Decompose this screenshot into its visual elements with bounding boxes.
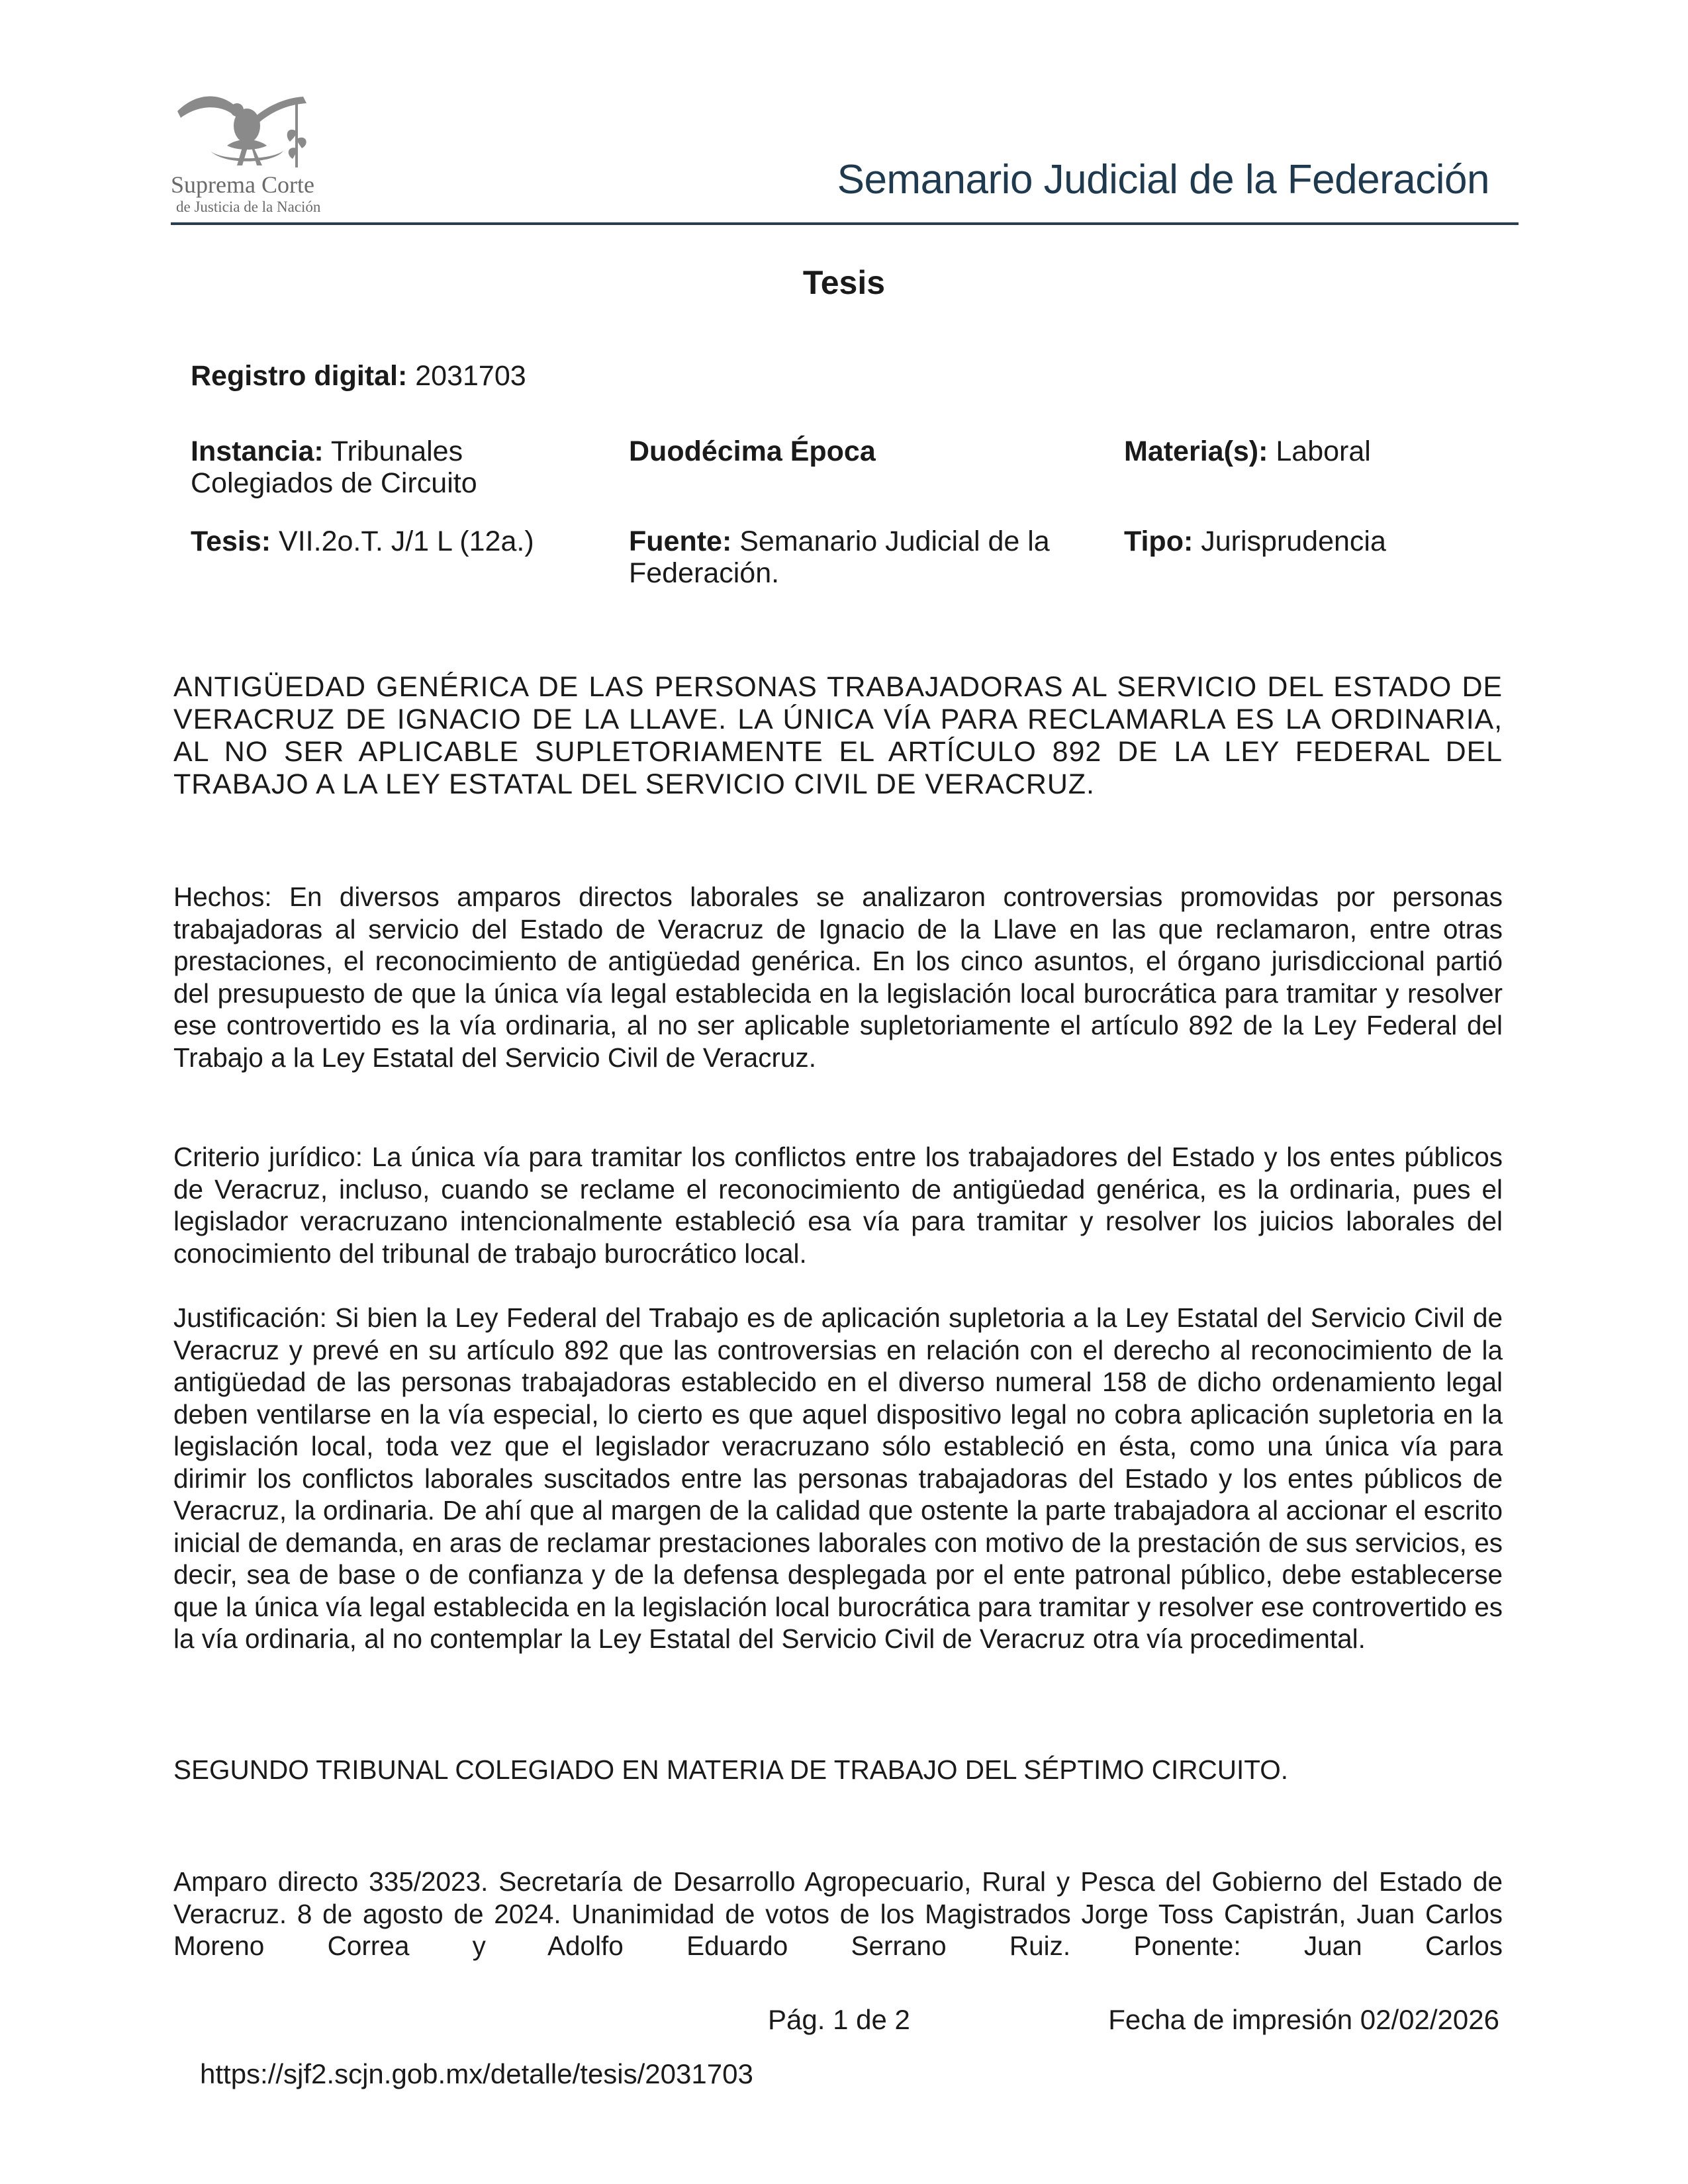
header-divider bbox=[171, 222, 1519, 225]
logo-text-suprema-corte: Suprema Corte bbox=[171, 171, 314, 198]
tesis-rubro: ANTIGÜEDAD GENÉRICA DE LAS PERSONAS TRABAJADORAS AL SERVICIO DEL ESTADO DE VERACRUZ DE IGNACIO DE LA LLAVE. LA ÚNICA VÍA PARA RECLAMARLA ES LA ORDINARIA, AL NO SER APLICABLE SUPLETORIAMENTE EL ARTÍCULO 892 DE LA LEY FEDERAL DEL TRABAJO A LA LEY ESTATAL DEL SERVICIO CIVIL DE VERACRUZ. bbox=[173, 671, 1503, 800]
instancia-value-line1: Tribunales bbox=[330, 435, 463, 467]
tipo-field bbox=[1124, 525, 1386, 557]
registro-value: 2031703 bbox=[415, 360, 526, 392]
paragraph-hechos: Hechos: En diversos amparos directos laborales se analizaron controversias promovidas por personas trabajadoras al servicio del Estado de Veracruz de Ignacio de la Llave en las que reclamaron, entre otras prestaciones, el reconocimiento de antigüedad genérica. En los cinco asuntos, el órgano jurisdiccional partió del presupuesto de que la única vía legal establecida en la legislación local burocrática para tramitar y resolver ese controvertido es la vía ordinaria, al no ser aplicable supletoriamente el artículo 892 de la Ley Federal del Trabajo a la Ley Estatal del Servicio Civil de Veracruz. bbox=[173, 882, 1503, 1073]
registro-label: Registro digital: bbox=[191, 360, 408, 392]
paragraph-criterio: Criterio jurídico: La única vía para tramitar los conflictos entre los trabajadores del Estado y los entes públicos de Veracruz, incluso, cuando se reclame el reconocimiento de antigüedad genérica, es la ordinaria, pues el legislador veracruzano intencionalmente estableció esa vía para tramitar y resolver los juicios laborales del conocimiento del tribunal de trabajo burocrático local. bbox=[173, 1142, 1503, 1269]
publication-title: Semanario Judicial de la Federación bbox=[837, 157, 1489, 203]
fuente-value-line1: Semanario Judicial de la bbox=[739, 525, 1050, 557]
materia-value: Laboral bbox=[1276, 435, 1371, 467]
instancia-label: Instancia: bbox=[191, 435, 324, 467]
eagle-emblem-icon bbox=[171, 85, 336, 171]
page-number: Pág. 1 de 2 bbox=[768, 2004, 910, 2035]
document-type-heading: Tesis bbox=[802, 264, 886, 301]
paragraph-justificacion: Justificación: Si bien la Ley Federal del Trabajo es de aplicación supletoria a la Ley Estatal del Servicio Civil de Veracruz y prevé en su artículo 892 que las controversias en relación con el derecho al reconocimiento de la antigüedad de las personas trabajadoras establecido en el diverso numeral 158 de dicho ordenamiento legal deben ventilarse en la vía especial, lo cierto es que aquel dispositivo legal no cobra aplicación supletoria en la legislación local, toda vez que el legislador veracruzano sólo estableció en ésta, como una única vía para dirimir los conflictos laborales suscitados entre las personas trabajadoras del Estado y los entes públicos de Veracruz, la ordinaria. De ahí que al margen de la calidad que ostente la parte trabajadora al accionar el escrito inicial de demanda, en aras de reclamar prestaciones laborales con motivo de la prestación de sus servicios, es decir, sea de base o de confianza y de la defensa desplegada por el ente patronal público, debe establecerse que la única vía legal establecida en la legislación local burocrática para tramitar y resolver ese controvertido es la vía ordinaria, al no contemplar la Ley Estatal del Servicio Civil de Veracruz otra vía procedimental. bbox=[173, 1302, 1503, 1654]
tipo-label: Tipo: bbox=[1124, 525, 1194, 557]
tesis-label: Tesis: bbox=[191, 525, 271, 557]
instancia-field bbox=[191, 435, 561, 499]
source-url[interactable]: https://sjf2.scjn.gob.mx/detalle/tesis/2031703 bbox=[200, 2058, 753, 2089]
materia-field bbox=[1124, 435, 1371, 467]
paragraph-precedente: Amparo directo 335/2023. Secretaría de Desarrollo Agropecuario, Rural y Pesca del Gobierno del Estado de Veracruz. 8 de agosto de 2024. Unanimidad de votos de los Magistrados Jorge Toss Capistrán, Juan Carlos Moreno Correa y Adolfo Eduardo Serrano Ruiz. Ponente: Juan Carlos bbox=[173, 1866, 1503, 1961]
registro-digital bbox=[191, 360, 526, 392]
tribunal-name: SEGUNDO TRIBUNAL COLEGIADO EN MATERIA DE TRABAJO DEL SÉPTIMO CIRCUITO. bbox=[173, 1754, 1289, 1785]
fuente-field bbox=[629, 525, 1092, 589]
instancia-value-line2: Colegiados de Circuito bbox=[191, 467, 477, 499]
epoca-field bbox=[629, 435, 876, 467]
tesis-field bbox=[191, 525, 534, 557]
logo-text-justicia-nacion: de Justicia de la Nación bbox=[176, 199, 321, 215]
print-date: Fecha de impresión 02/02/2026 bbox=[1108, 2004, 1499, 2035]
epoca-value: Duodécima Época bbox=[629, 435, 876, 467]
fuente-value-line2: Federación. bbox=[629, 557, 780, 589]
tesis-value: VII.2o.T. J/1 L (12a.) bbox=[279, 525, 534, 557]
scjn-logo bbox=[171, 85, 336, 217]
materia-label: Materia(s): bbox=[1124, 435, 1268, 467]
fuente-label: Fuente: bbox=[629, 525, 732, 557]
tipo-value: Jurisprudencia bbox=[1201, 525, 1386, 557]
